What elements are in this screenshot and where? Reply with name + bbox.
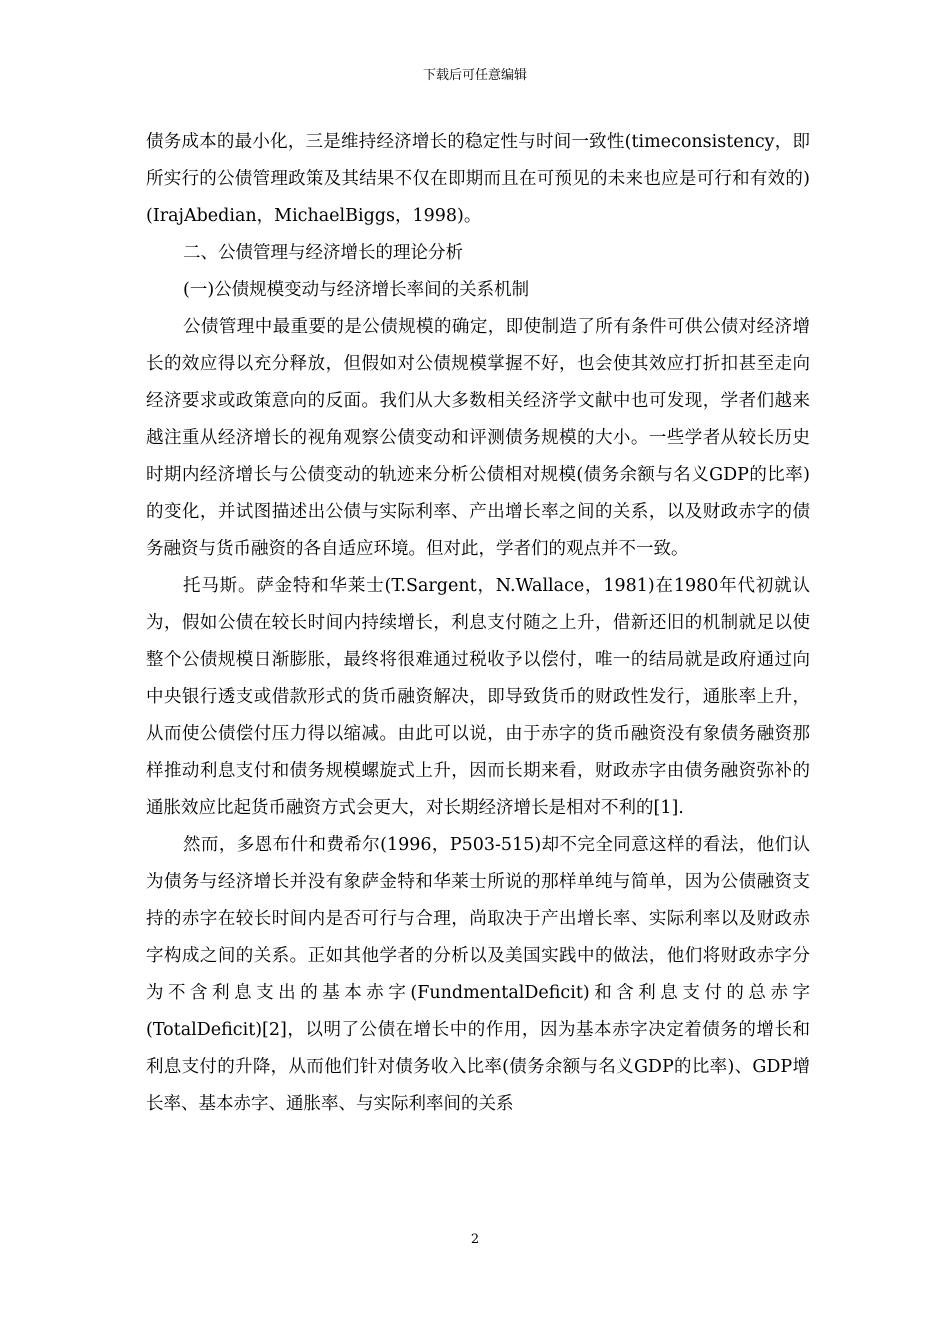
paragraph: 托马斯。萨金特和华莱士(T.Sargent，N.Wallace，1981)在1980年代初就认为，假如公债在较长时间内持续增长，利息支付随之上升，借新还旧的机制就足以使整个公债规模日渐膨胀，最终将很难通过税收予以偿付，唯一的结局就是政府通过向中央银行透支或借款形式的货币融资解决，即导致货币的财政性发行，通胀率上升，从而使公债偿付压力得以缩减。由此可以说，由于赤字的货币融资没有象债务融资那样推动利息支付和债务规模螺旋式上升，因而长期来看，财政赤字由债务融资弥补的通胀效应比起货币融资方式会更大，对长期经济增长是相对不利的[1]. <box>146 576 810 818</box>
section-heading: 二、公债管理与经济增长的理论分析 <box>183 243 463 263</box>
paragraph: 公债管理中最重要的是公债规模的确定，即使制造了所有条件可供公债对经济增长的效应得以充分释放，但假如对公债规模掌握不好，也会使其效应打折扣甚至走向经济要求或政策意向的反面。我们从大多数相关经济学文献中也可发现，学者们越来越注重从经济增长的视角观察公债变动和评测债务规模的大小。一些学者从较长历史时期内经济增长与公债变动的轨迹来分析公债相对规模(债务余额与名义GDP的比率)的变化，并试图描述出公债与实际利率、产出增长率之间的关系，以及财政赤字的债务融资与货币融资的各自适应环境。但对此，学者们的观点并不一致。 <box>146 317 810 559</box>
subsection-heading: (一)公债规模变动与经济增长率间的关系机制 <box>183 280 530 300</box>
body-text <box>146 124 810 1123</box>
page-header: 下载后可任意编辑 <box>422 68 527 83</box>
page-number: 2 <box>470 1232 480 1247</box>
paragraph-continuation: 债务成本的最小化，三是维持经济增长的稳定性与时间一致性(timeconsistency，即所实行的公债管理政策及其结果不仅在即期而且在可预见的未来也应是可行和有效的)(IrajAbedian，MichaelBiggs，1998)。 <box>146 132 810 226</box>
paragraph: 然而，多恩布什和费希尔(1996，P503-515)却不完全同意这样的看法，他们认为债务与经济增长并没有象萨金特和华莱士所说的那样单纯与简单，因为公债融资支持的赤字在较长时间内是否可行与合理，尚取决于产出增长率、实际利率以及财政赤字构成之间的关系。正如其他学者的分析以及美国实践中的做法，他们将财政赤字分为不含利息支出的基本赤字(FundmentalDeficit)和含利息支付的总赤字(TotalDeficit)[2]，以明了公债在增长中的作用，因为基本赤字决定着债务的增长和利息支付的升降，从而他们针对债务收入比率(债务余额与名义GDP的比率)、GDP增长率、基本赤字、通胀率、与实际利率间的关系 <box>146 835 810 1114</box>
